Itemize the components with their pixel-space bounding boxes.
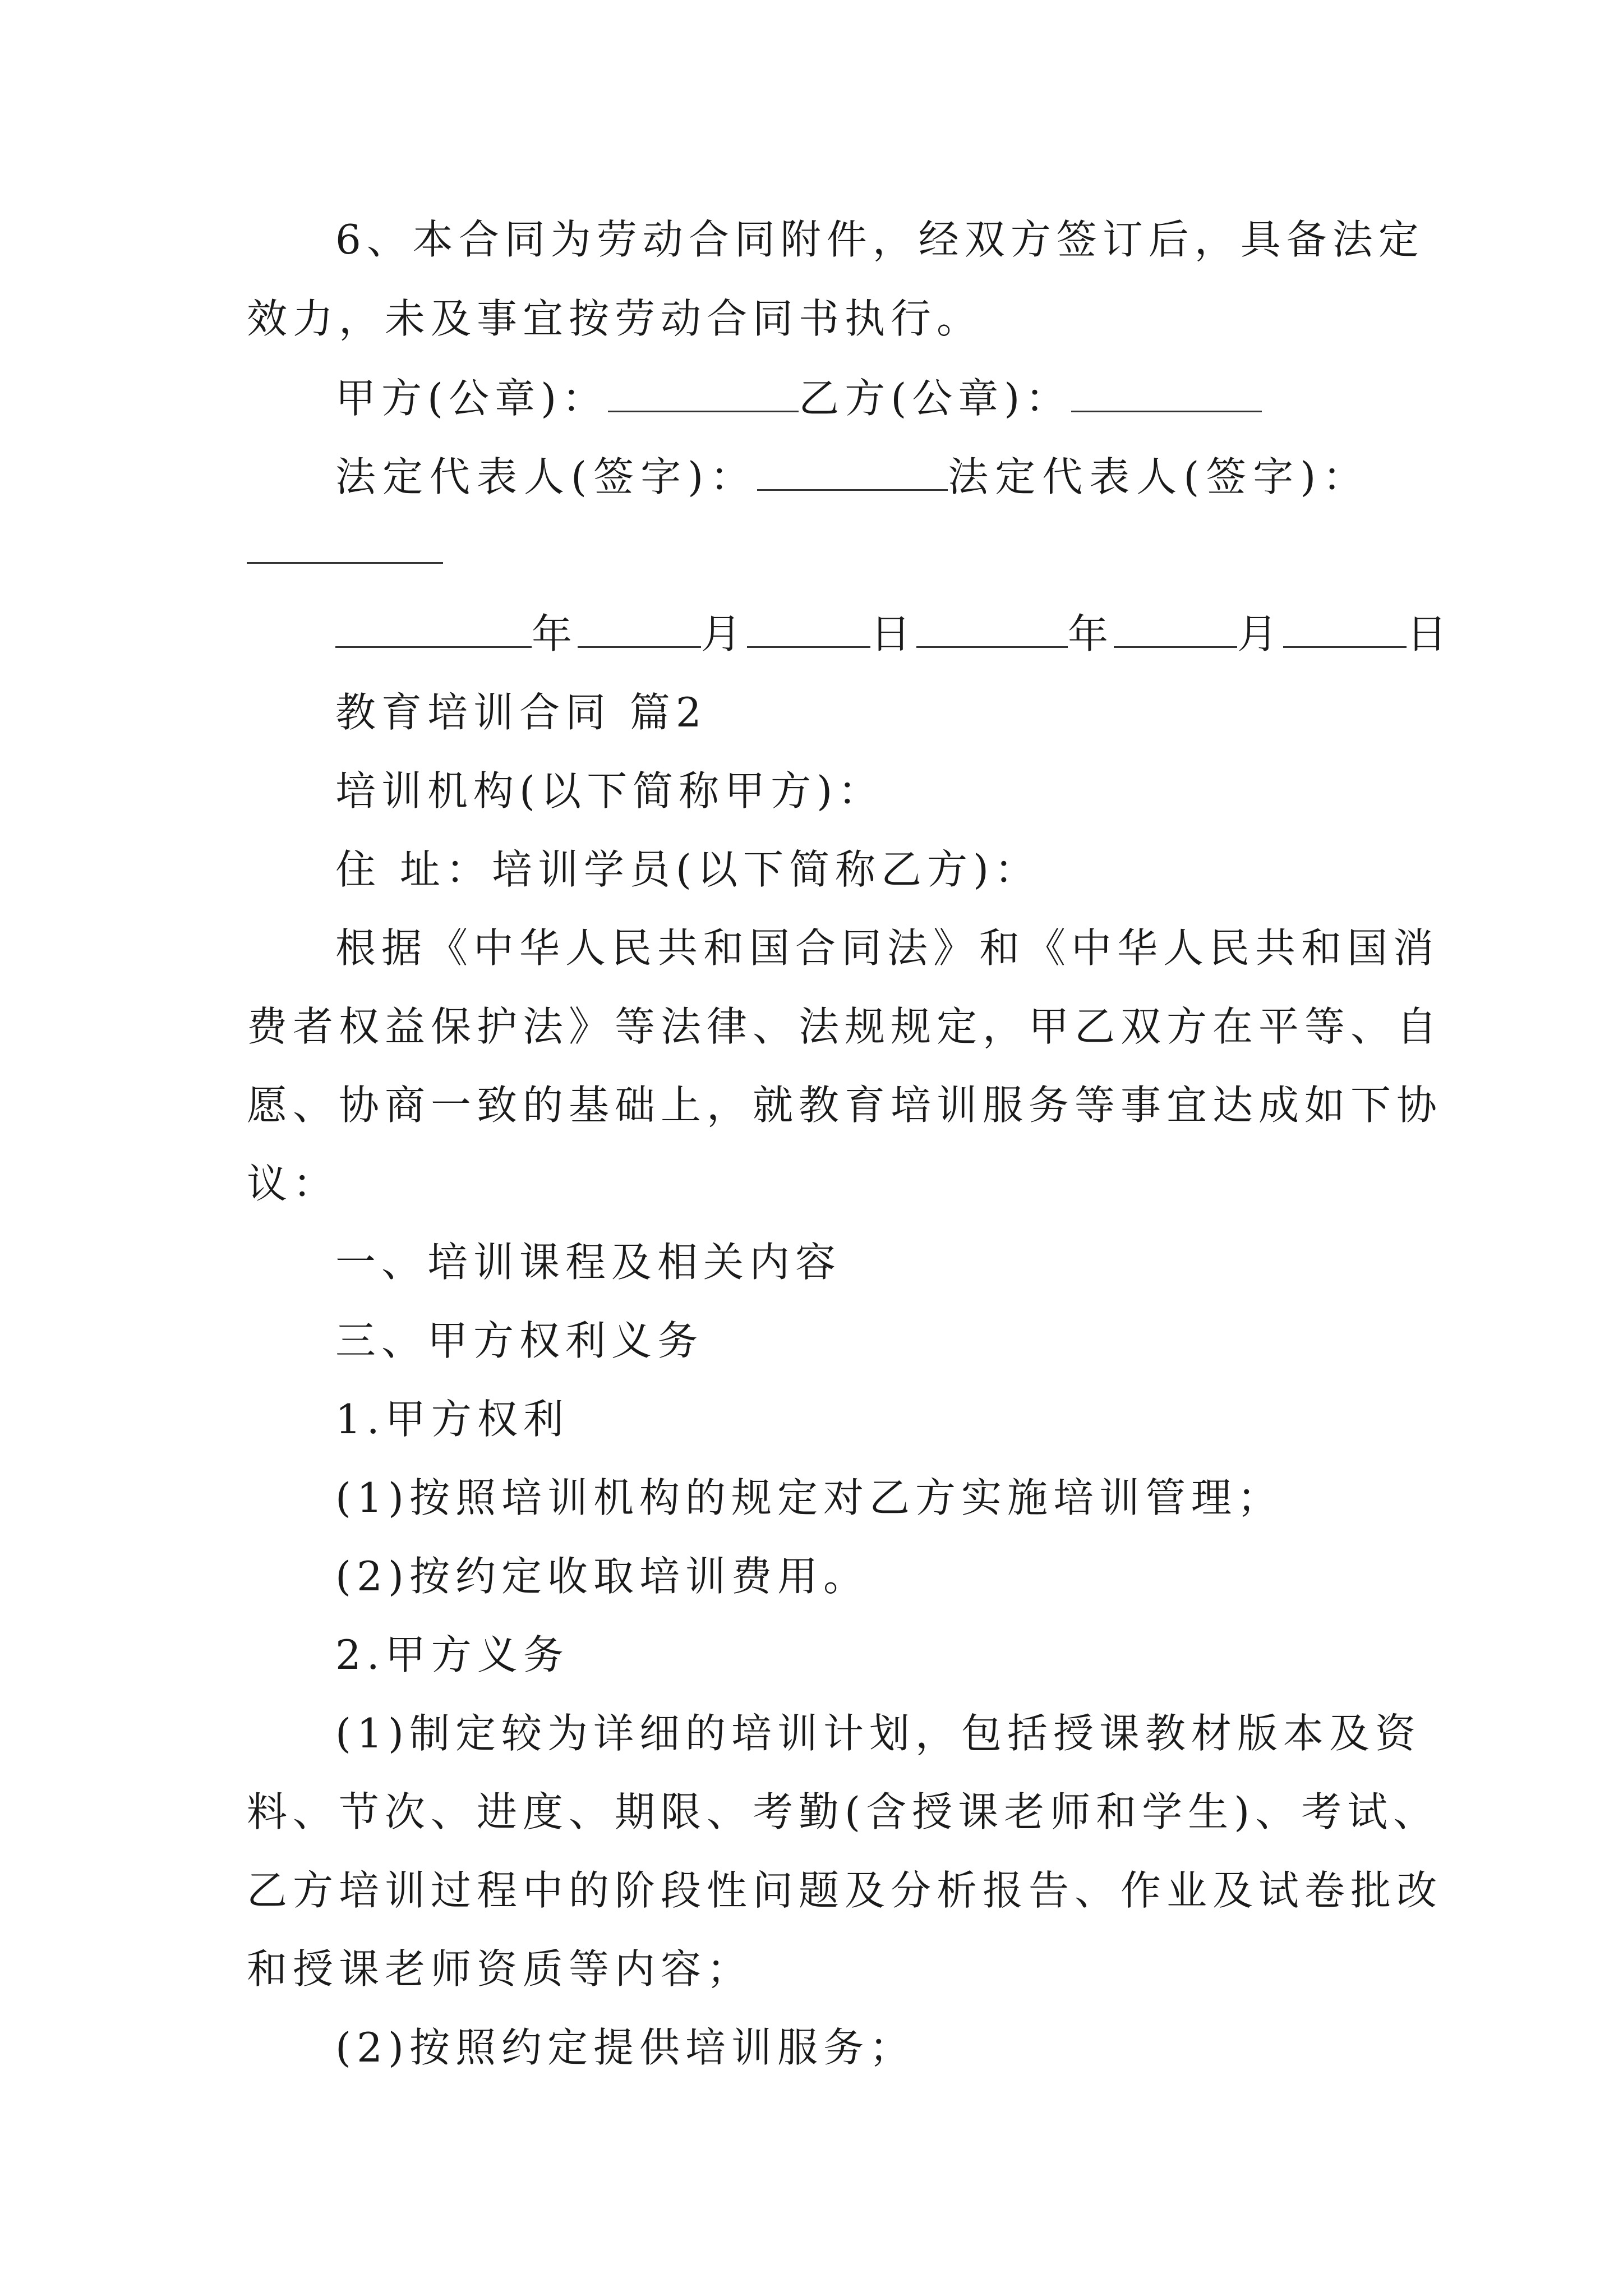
legal-rep-line [335, 449, 1370, 505]
preamble-line4: 议： [247, 1160, 339, 1207]
legal-rep-b-label: 法定代表人(签字)： [948, 453, 1370, 500]
party-a-seal-blank [608, 376, 799, 412]
year-b-blank [916, 611, 1068, 648]
duties-title: 2.甲方义务 [335, 1631, 569, 1678]
month-a-label: 月 [701, 610, 748, 657]
legal-rep-b-blank-line [247, 522, 443, 578]
preamble-line1: 根据《中华人民共和国合同法》和《中华人民共和国消 [335, 924, 1440, 972]
legal-rep-a-label: 法定代表人(签字)： [335, 453, 758, 500]
duty1-line1: (1)制定较为详细的培训计划，包括授课教材版本及资 [335, 1710, 1421, 1757]
party-a-seal-label: 甲方(公章)： [335, 375, 608, 422]
day-b-label: 日 [1407, 610, 1453, 657]
preamble-line3: 愿、协商一致的基础上，就教育培训服务等事宜达成如下协 [247, 1082, 1443, 1129]
right-item-2: (2)按约定收取培训费用。 [335, 1553, 869, 1600]
address-line: 住 址：培训学员(以下简称乙方)： [335, 846, 1041, 893]
rights-title: 1.甲方权利 [335, 1396, 569, 1443]
training-org-line: 培训机构(以下简称甲方)： [335, 767, 884, 815]
month-a-blank [578, 611, 701, 648]
clause6-line1: 6、本合同为劳动合同附件，经双方签订后，具备法定 [335, 216, 1424, 263]
seal-line [335, 370, 1262, 426]
date-line [335, 606, 1453, 662]
month-b-label: 月 [1237, 610, 1284, 657]
party-b-seal-blank [1071, 376, 1262, 412]
party-b-seal-label: 乙方(公章)： [799, 375, 1072, 422]
heading-courses: 一、培训课程及相关内容 [335, 1239, 842, 1286]
clause6-line2: 效力，未及事宜按劳动合同书执行。 [247, 295, 983, 342]
year-a-label: 年 [532, 610, 578, 657]
year-a-blank [335, 611, 532, 648]
preamble-line2: 费者权益保护法》等法律、法规规定，甲乙双方在平等、自 [247, 1003, 1443, 1050]
duty1-line3: 乙方培训过程中的阶段性问题及分析报告、作业及试卷批改 [247, 1867, 1443, 1914]
duty-item-2: (2)按照约定提供培训服务； [335, 2024, 915, 2071]
right-item-1: (1)按照培训机构的规定对乙方实施培训管理； [335, 1474, 1283, 1521]
duty1-line4: 和授课老师资质等内容； [247, 1945, 753, 1993]
day-a-label: 日 [870, 610, 917, 657]
legal-rep-a-blank [757, 454, 948, 491]
month-b-blank [1114, 611, 1237, 648]
heading-rights-duties: 三、甲方权利义务 [335, 1317, 704, 1364]
legal-rep-b-blank [247, 527, 443, 564]
duty1-line2: 料、节次、进度、期限、考勤(含授课老师和学生)、考试、 [247, 1788, 1440, 1835]
day-b-blank [1283, 611, 1407, 648]
year-b-label: 年 [1068, 610, 1114, 657]
section2-title: 教育培训合同 篇2 [335, 689, 707, 736]
day-a-blank [747, 611, 870, 648]
